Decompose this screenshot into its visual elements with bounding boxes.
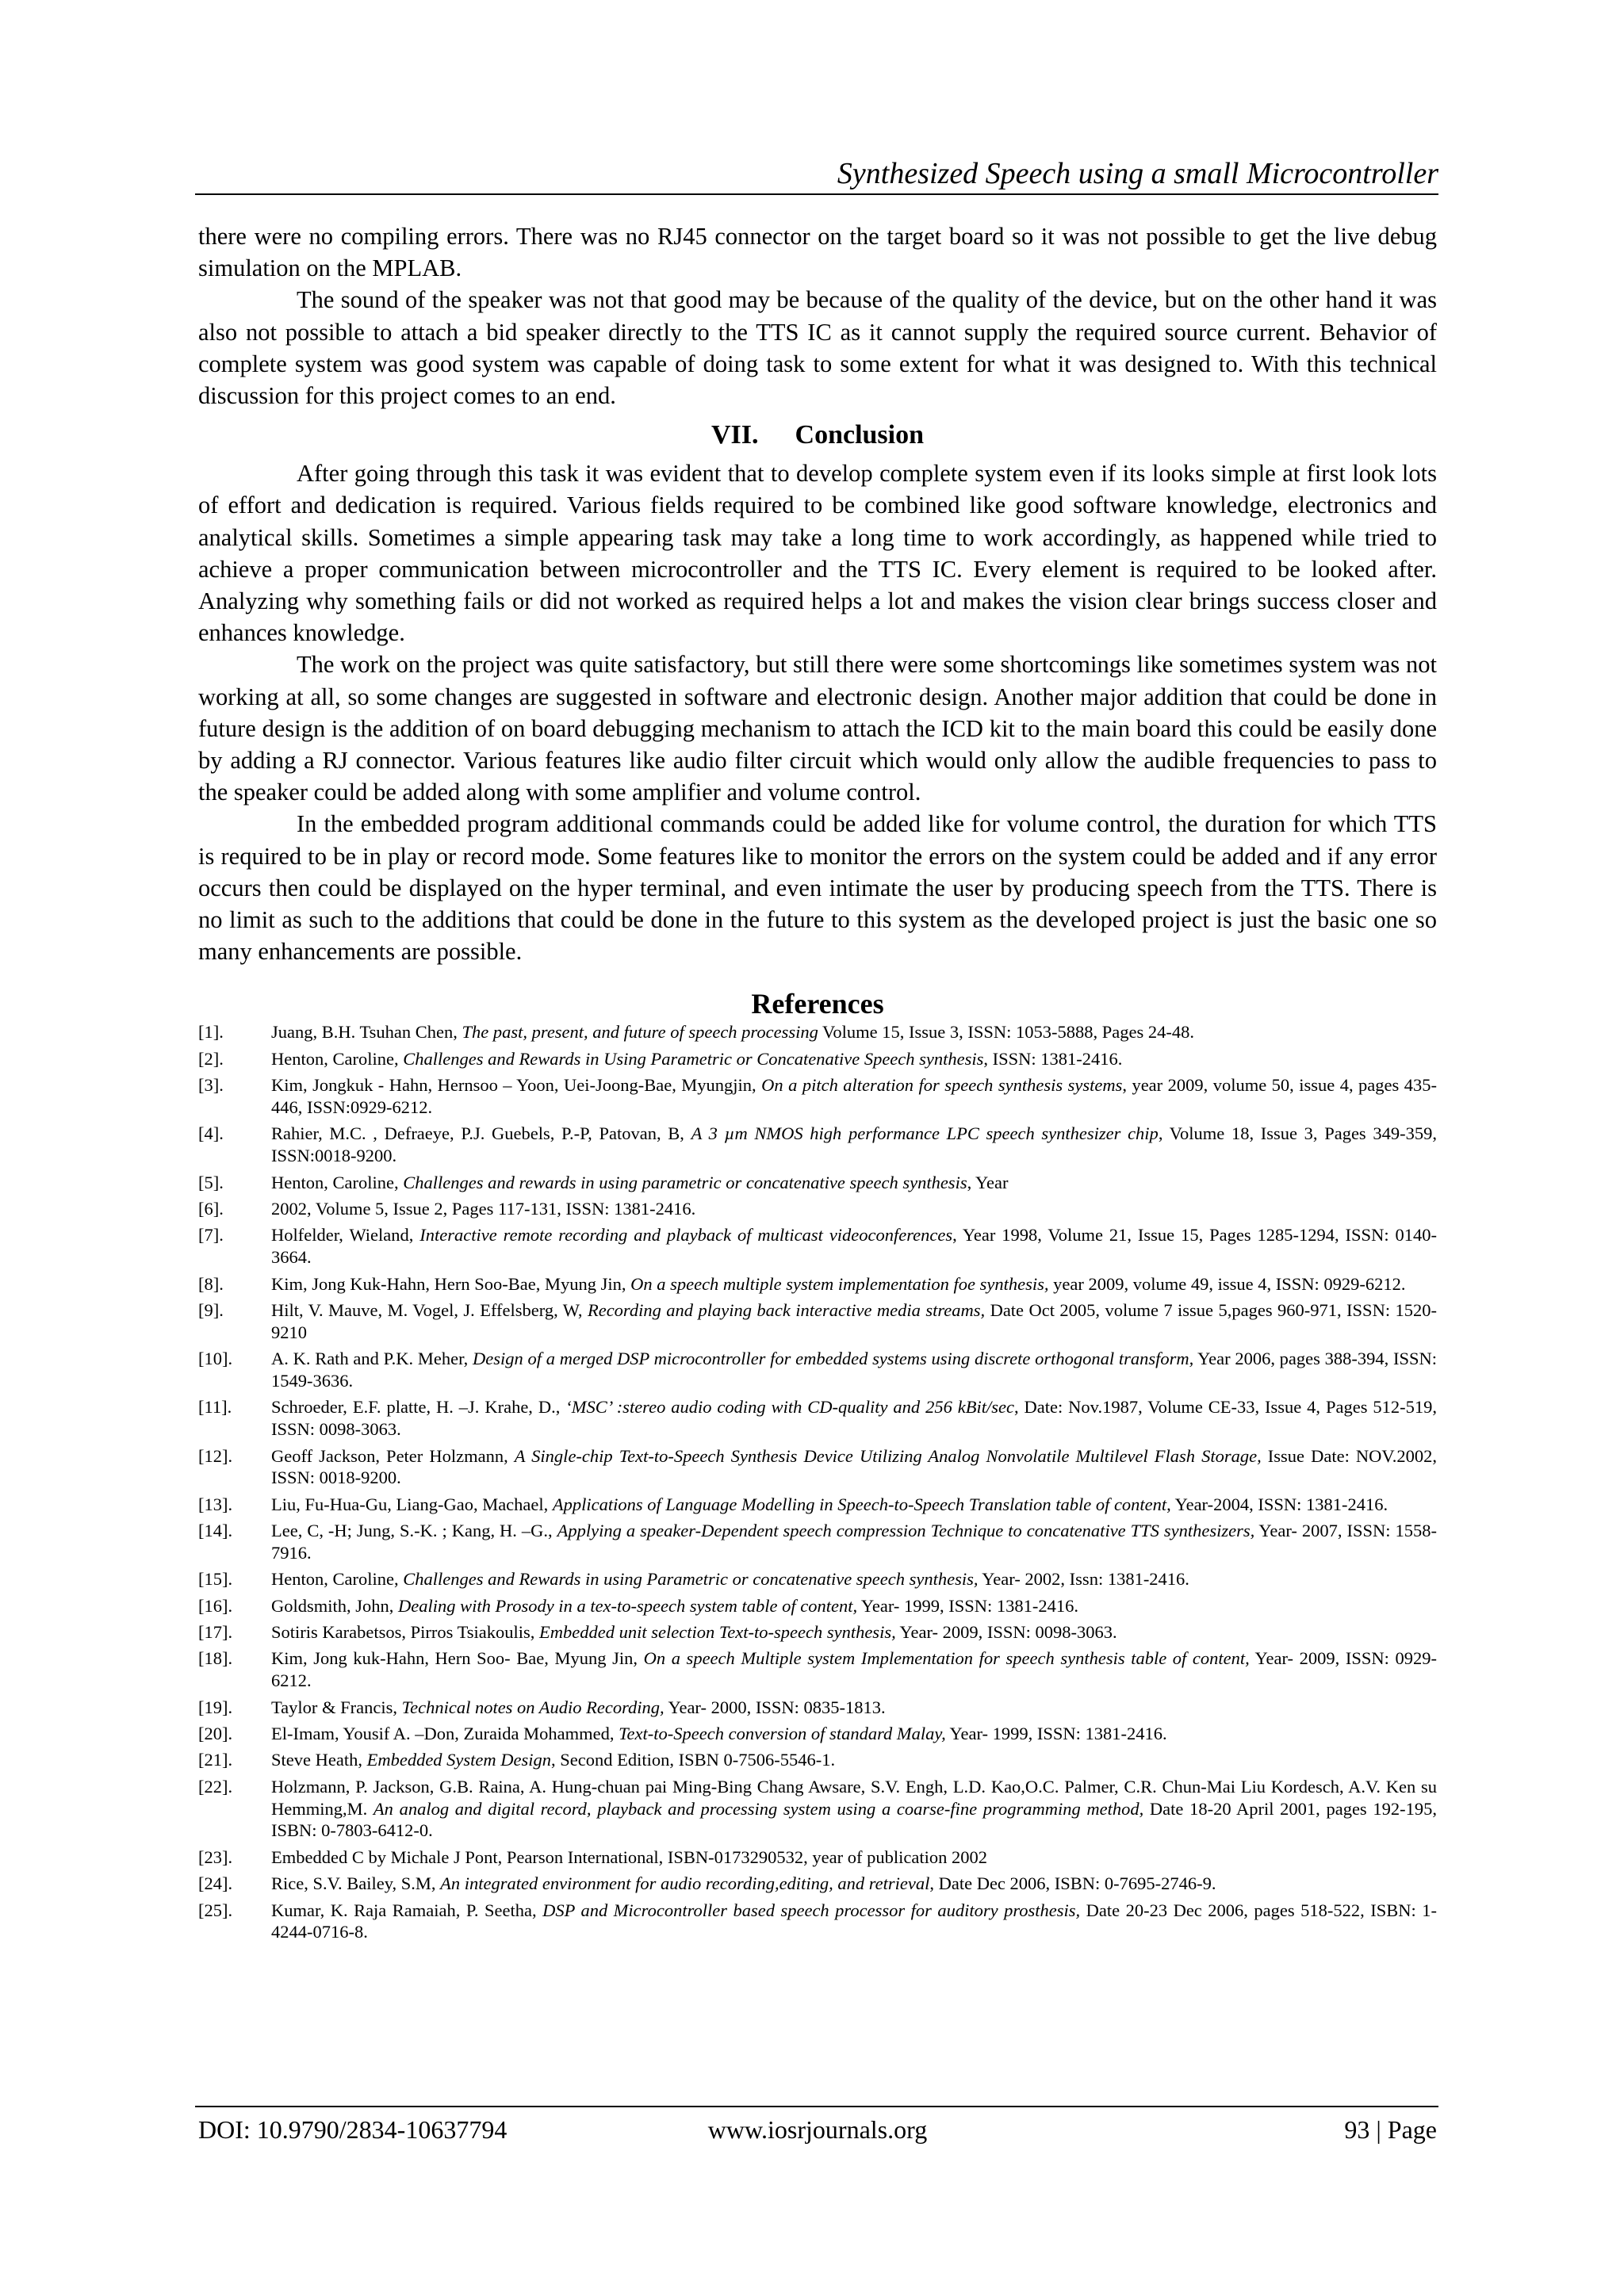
reference-title: Technical notes on Audio Recording, xyxy=(401,1697,665,1717)
header-rule xyxy=(195,193,1438,195)
reference-authors: Geoff Jackson, Peter Holzmann, xyxy=(271,1445,515,1466)
reference-details: Year- 2009, ISSN: 0098-3063. xyxy=(895,1622,1117,1643)
reference-text xyxy=(271,1568,1437,1590)
reference-title: Design of a merged DSP microcontroller for embedded systems using discrete orthogonal transform, xyxy=(473,1349,1194,1369)
reference-details: Year 2006, pages 388-394, ISSN: 1549-3636. xyxy=(271,1349,1437,1391)
reference-number: [1]. xyxy=(198,1022,224,1043)
reference-item xyxy=(198,1595,1437,1617)
reference-authors: Taylor & Francis, xyxy=(271,1697,402,1717)
reference-item xyxy=(198,1776,1437,1842)
reference-authors: Rahier, M.C. , Defraeye, P.J. Guebels, P.-P, Patovan, B, xyxy=(271,1123,691,1144)
reference-authors: Liu, Fu-Hua-Gu, Liang-Gao, Machael, xyxy=(271,1494,553,1514)
reference-title: Dealing with Prosody in a tex-to-speech system table of content, xyxy=(398,1595,858,1616)
reference-item xyxy=(198,1520,1437,1564)
body-paragraph: there were no compiling errors. There was no RJ45 connector on the target board so it was not possible to get the live debug simulation on the MPLAB. xyxy=(198,223,1437,282)
reference-item xyxy=(198,1299,1437,1344)
reference-authors: Kim, Jongkuk - Hahn, Hernsoo – Yoon, Uei-Joong-Bae, Myungjin, xyxy=(271,1075,762,1096)
reference-item xyxy=(198,1123,1437,1167)
reference-item xyxy=(198,1846,1437,1869)
reference-item xyxy=(198,1396,1437,1441)
reference-authors: Kim, Jong Kuk-Hahn, Hern Soo-Bae, Myung Jin, xyxy=(271,1273,631,1294)
section-heading-conclusion xyxy=(198,418,1437,453)
reference-number: [14]. xyxy=(198,1521,233,1541)
reference-number: [8]. xyxy=(198,1273,224,1294)
reference-number: [15]. xyxy=(198,1569,233,1590)
reference-text xyxy=(271,1445,1437,1490)
main-content xyxy=(198,220,1437,1948)
reference-details: Year- 1999, ISSN: 1381-2416. xyxy=(945,1724,1167,1744)
reference-item xyxy=(198,1172,1437,1194)
reference-item xyxy=(198,1621,1437,1644)
reference-title: Challenges and rewards in using parametric or concatenative speech synthesis xyxy=(403,1172,967,1192)
reference-authors: Sotiris Karabetsos, Pirros Tsiakoulis, xyxy=(271,1622,540,1643)
reference-item xyxy=(198,1900,1437,1944)
reference-title: Embedded System Design xyxy=(366,1750,552,1770)
footer-rule xyxy=(195,2106,1438,2107)
footer-doi: DOI: 10.9790/2834-10637794 xyxy=(198,2115,508,2144)
reference-authors: Schroeder, E.F. platte, H. –J. Krahe, D., xyxy=(271,1397,566,1418)
reference-details: Volume 15, Issue 3, ISSN: 1053-5888, Pages 24-48. xyxy=(818,1022,1195,1043)
reference-authors: Hilt, V. Mauve, M. Vogel, J. Effelsberg, W, xyxy=(271,1299,588,1320)
reference-text xyxy=(271,1396,1437,1441)
reference-text xyxy=(271,1224,1437,1269)
reference-authors: Henton, Caroline, xyxy=(271,1048,404,1069)
reference-item xyxy=(198,1723,1437,1745)
reference-details: Date 18-20 April 2001, pages 192-195, ISBN: 0-7803-6412-0. xyxy=(271,1798,1437,1841)
section-number: VII. xyxy=(710,420,759,450)
reference-authors: Juang, B.H. Tsuhan Chen, xyxy=(271,1022,462,1043)
reference-authors: Holzmann, P. Jackson, G.B. Raina, A. Hung-chuan pai Ming-Bing Chang Awsare, S.V. Engh, L.D. Kao,O.C. Palmer, C.R. Chun-Mai Liu Kordesch, A.V. Ken su Hemming,M. xyxy=(271,1776,1437,1819)
reference-number: [2]. xyxy=(198,1048,224,1069)
reference-details: Date 20-23 Dec 2006, pages 518-522, ISBN: 1-4244-0716-8. xyxy=(271,1900,1437,1942)
references-list xyxy=(198,1021,1437,1943)
reference-text xyxy=(271,1697,1437,1719)
reference-title: A Single-chip Text-to-Speech Synthesis Device Utilizing Analog Nonvolatile Multilevel Flash Storage, xyxy=(514,1445,1262,1466)
reference-item xyxy=(198,1494,1437,1516)
reference-text xyxy=(271,1749,1437,1771)
reference-text xyxy=(271,1021,1437,1043)
reference-title: On a pitch alteration for speech synthesis systems xyxy=(761,1075,1123,1096)
reference-details: Issue Date: NOV.2002, ISSN: 0018-9200. xyxy=(271,1445,1437,1488)
reference-item xyxy=(198,1873,1437,1895)
reference-number: [10]. xyxy=(198,1349,233,1369)
reference-number: [4]. xyxy=(198,1123,224,1144)
reference-number: [22]. xyxy=(198,1776,233,1797)
reference-number: [17]. xyxy=(198,1622,233,1643)
reference-title: Recording and playing back interactive media streams, xyxy=(587,1299,986,1320)
reference-item xyxy=(198,1074,1437,1119)
reference-text xyxy=(271,1873,1437,1895)
reference-number: [11]. xyxy=(198,1397,232,1418)
reference-title: Interactive remote recording and playback of multicast videoconferences xyxy=(419,1225,953,1246)
conclusion-paragraph: After going through this task it was evident that to develop complete system even if its looks simple at first look lots of effort and dedication is required. Various fields required to be combined like good software knowledge, electronics and analytical skills. Sometimes a simple appearing task may take a long time to work accordingly, as happened while tried to achieve a proper communication between microcontroller and the TTS IC. Every element is required to be looked after. Analyzing why something fails or did not worked as required helps a lot and makes the vision clear brings success closer and enhances knowledge. xyxy=(198,460,1437,647)
reference-item xyxy=(198,1021,1437,1043)
reference-details: , ISSN: 1381-2416. xyxy=(983,1048,1123,1069)
reference-number: [13]. xyxy=(198,1494,233,1514)
reference-text xyxy=(271,1348,1437,1392)
reference-details: year 2009, volume 49, issue 4, ISSN: 0929-6212. xyxy=(1048,1273,1406,1294)
reference-authors: Embedded C by Michale J Pont, Pearson International, ISBN-0173290532, year of publication 2002 xyxy=(271,1846,987,1867)
footer-page-number: 93 | Page xyxy=(1344,2115,1437,2144)
reference-number: [3]. xyxy=(198,1075,224,1096)
reference-item xyxy=(198,1568,1437,1590)
reference-title: The past, present, and future of speech processing xyxy=(462,1022,818,1043)
reference-authors: El-Imam, Yousif A. –Don, Zuraida Mohammed, xyxy=(271,1724,619,1744)
reference-authors: Lee, C, -H; Jung, S.-K. ; Kang, H. –G., xyxy=(271,1521,557,1541)
reference-text xyxy=(271,1595,1437,1617)
reference-details: , Year-2004, ISSN: 1381-2416. xyxy=(1166,1494,1388,1514)
reference-text xyxy=(271,1123,1437,1167)
reference-number: [19]. xyxy=(198,1697,233,1717)
conclusion-paragraph: In the embedded program additional commands could be added like for volume control, the duration for which TTS is required to be in play or record mode. Some features like to monitor the errors on the system could be added and if any error occurs then could be displayed on the hyper terminal, and even intimate the user by producing speech from the TTS. There is no limit as such to the additions that could be done in the future to this system as the developed project is just the basic one so many enhancements are possible. xyxy=(198,810,1437,966)
reference-details: , year 2009, volume 50, issue 4, pages 435-446, ISSN:0929-6212. xyxy=(271,1075,1437,1118)
conclusion-paragraph: The work on the project was quite satisfactory, but still there were some shortcomings like sometimes system was not working at all, so some changes are suggested in software and electronic design. Another major addition that could be done in future design is the addition of on board debugging mechanism to attach the ICD kit to the main board this could be easily done by adding a RJ connector. Various features like audio filter circuit which would only allow the audible frequencies to pass to the speaker could be added along with some amplifier and volume control. xyxy=(198,651,1437,806)
reference-item xyxy=(198,1348,1437,1392)
body-paragraph: The sound of the speaker was not that good may be because of the quality of the device, but on the other hand it was also not possible to attach a bid speaker directly to the TTS IC as it cannot supply the required source current. Behavior of complete system was good system was capable of doing task to some extent for what it was designed to. With this technical discussion for this project comes to an end. xyxy=(198,286,1437,410)
reference-item xyxy=(198,1697,1437,1719)
reference-title: DSP and Microcontroller based speech processor for auditory prosthesis, xyxy=(542,1900,1081,1920)
reference-text xyxy=(271,1494,1437,1516)
reference-title: On a speech Multiple system Implementation for speech synthesis table of content, xyxy=(643,1648,1250,1669)
reference-text xyxy=(271,1776,1437,1842)
reference-text xyxy=(271,1647,1437,1692)
reference-number: [21]. xyxy=(198,1750,233,1770)
reference-title: An integrated environment for audio recording,editing, and retrieval xyxy=(440,1873,930,1894)
reference-authors: 2002, Volume 5, Issue 2, Pages 117-131, ISSN: 1381-2416. xyxy=(271,1199,696,1219)
reference-number: [25]. xyxy=(198,1900,233,1920)
reference-authors: Henton, Caroline, xyxy=(271,1172,404,1192)
reference-title: Challenges and Rewards in using Parametric or concatenative speech synthesis, xyxy=(403,1569,979,1590)
reference-number: [5]. xyxy=(198,1172,224,1192)
reference-number: [7]. xyxy=(198,1225,224,1246)
reference-details: , Second Edition, ISBN 0-7506-5546-1. xyxy=(551,1750,836,1770)
reference-text xyxy=(271,1520,1437,1564)
reference-title: A 3 µm NMOS high performance LPC speech synthesizer chip xyxy=(691,1123,1159,1144)
reference-details: , Year xyxy=(967,1172,1009,1192)
reference-number: [9]. xyxy=(198,1299,224,1320)
reference-details: Year- 2002, Issn: 1381-2416. xyxy=(978,1569,1189,1590)
reference-text xyxy=(271,1621,1437,1644)
reference-text xyxy=(271,1846,1437,1869)
section-title: Conclusion xyxy=(795,420,925,450)
reference-number: [23]. xyxy=(198,1846,233,1867)
reference-title: Applications of Language Modelling in Speech-to-Speech Translation table of content xyxy=(552,1494,1167,1514)
reference-text xyxy=(271,1723,1437,1745)
references-heading: References xyxy=(751,988,884,1020)
reference-authors: Rice, S.V. Bailey, S.M, xyxy=(271,1873,441,1894)
reference-number: [18]. xyxy=(198,1648,233,1669)
reference-number: [20]. xyxy=(198,1724,233,1744)
reference-text xyxy=(271,1172,1437,1194)
reference-title: An analog and digital record, playback and processing system using a coarse-fine programming method, xyxy=(373,1798,1144,1819)
reference-authors: Kim, Jong kuk-Hahn, Hern Soo- Bae, Myung Jin, xyxy=(271,1648,644,1669)
reference-text xyxy=(271,1299,1437,1344)
reference-title: Text-to-Speech conversion of standard Malay, xyxy=(619,1724,946,1744)
reference-authors: Goldsmith, John, xyxy=(271,1595,399,1616)
footer-website: www.iosrjournals.org xyxy=(707,2115,928,2144)
reference-item xyxy=(198,1048,1437,1070)
reference-authors: A. K. Rath and P.K. Meher, xyxy=(271,1349,473,1369)
reference-text xyxy=(271,1900,1437,1944)
reference-details: Year- 1999, ISSN: 1381-2416. xyxy=(857,1595,1079,1616)
reference-authors: Henton, Caroline, xyxy=(271,1569,404,1590)
reference-details: Year- 2007, ISSN: 1558-7916. xyxy=(271,1521,1437,1563)
running-header: Synthesized Speech using a small Microcontroller xyxy=(837,157,1438,190)
reference-text xyxy=(271,1198,1437,1220)
reference-details: Year- 2009, ISSN: 0929-6212. xyxy=(271,1648,1437,1691)
reference-number: [24]. xyxy=(198,1873,233,1894)
reference-text xyxy=(271,1048,1437,1070)
reference-item xyxy=(198,1749,1437,1771)
reference-number: [16]. xyxy=(198,1595,233,1616)
reference-item xyxy=(198,1445,1437,1490)
reference-item xyxy=(198,1224,1437,1269)
reference-item xyxy=(198,1647,1437,1692)
reference-title: On a speech multiple system implementation foe synthesis, xyxy=(630,1273,1049,1294)
reference-item xyxy=(198,1273,1437,1295)
reference-details: , Volume 18, Issue 3, Pages 349-359, ISSN:0018-9200. xyxy=(271,1123,1437,1166)
reference-authors: Kumar, K. Raja Ramaiah, P. Seetha, xyxy=(271,1900,543,1920)
reference-text xyxy=(271,1074,1437,1119)
reference-title: Applying a speaker-Dependent speech compression Technique to concatenative TTS synthesizers, xyxy=(557,1521,1255,1541)
reference-details: , Date: Nov.1987, Volume CE-33, Issue 4, Pages 512-519, ISSN: 0098-3063. xyxy=(271,1397,1438,1440)
reference-text xyxy=(271,1273,1437,1295)
reference-number: [6]. xyxy=(198,1199,224,1219)
reference-number: [12]. xyxy=(198,1445,233,1466)
reference-title: Embedded unit selection Text-to-speech synthesis, xyxy=(539,1622,896,1643)
reference-details: Year- 2000, ISSN: 0835-1813. xyxy=(664,1697,886,1717)
reference-title: ‘MSC’ :stereo audio coding with CD-quality and 256 kBit/sec xyxy=(565,1397,1014,1418)
reference-title: Challenges and Rewards in Using Parametric or Concatenative Speech synthesis xyxy=(403,1048,984,1069)
reference-details: , Date Dec 2006, ISBN: 0-7695-2746-9. xyxy=(929,1873,1216,1894)
reference-details: , Year 1998, Volume 21, Issue 15, Pages 1285-1294, ISSN: 0140-3664. xyxy=(271,1225,1437,1268)
reference-item xyxy=(198,1198,1437,1220)
reference-authors: Steve Heath, xyxy=(271,1750,367,1770)
reference-details: Date Oct 2005, volume 7 issue 5,pages 960-971, ISSN: 1520-9210 xyxy=(271,1299,1437,1342)
reference-authors: Holfelder, Wieland, xyxy=(271,1225,420,1246)
